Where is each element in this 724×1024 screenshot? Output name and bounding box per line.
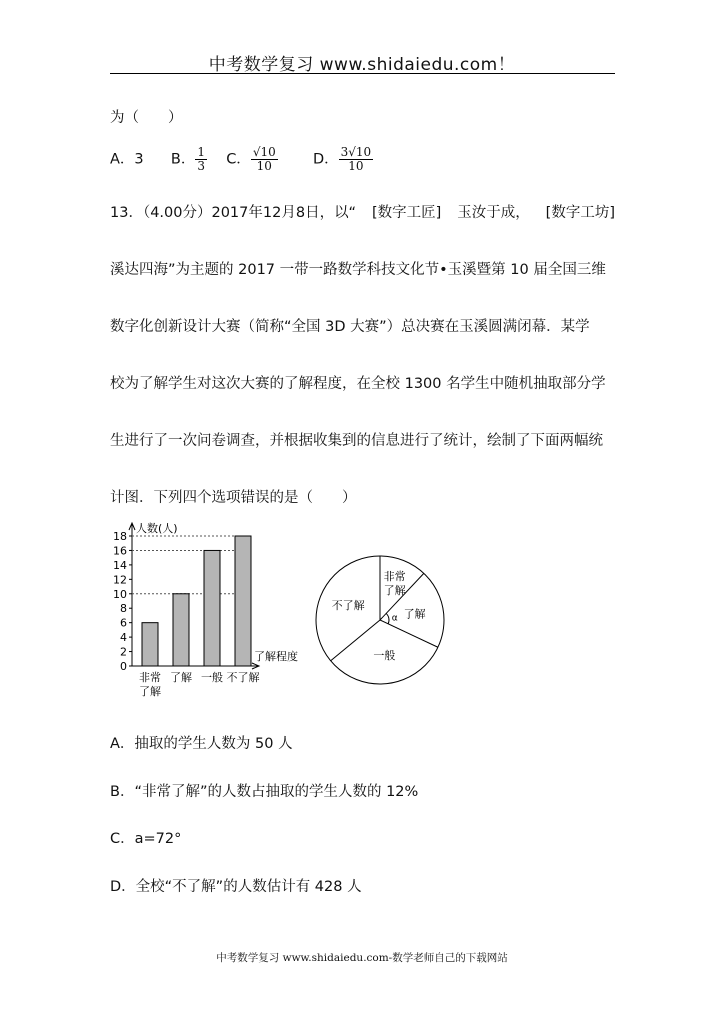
pie-chart <box>310 548 450 698</box>
option-c-label: C． <box>226 151 251 168</box>
option-d-label: D． <box>312 151 339 168</box>
header-rule <box>110 73 615 74</box>
q13-line-6: 计图．下列四个选项错误的是（ ） <box>110 490 357 506</box>
bar <box>204 550 220 666</box>
answer-c: C．a=72° <box>110 831 182 847</box>
x-axis-label: 了解程度 <box>254 650 298 663</box>
q13-line-1-part-2: [数字工匠] <box>372 205 442 221</box>
y-tick-label: 6 <box>120 616 127 630</box>
page-footer: 中考数学复习 www.shidaiedu.com-数学老师自己的下载网站 <box>216 952 508 964</box>
option-c-denominator: 10 <box>256 159 272 173</box>
page-header: 中考数学复习 www.shidaiedu.com！ <box>208 55 516 75</box>
y-tick-label: 18 <box>113 530 127 543</box>
y-tick-label: 14 <box>113 558 127 572</box>
answer-b: B．“非常了解”的人数占抽取的学生人数的 12% <box>110 784 419 800</box>
y-tick-label: 2 <box>120 645 127 659</box>
q12-options <box>110 146 373 173</box>
pie-slice-label: 不了解 <box>331 599 365 613</box>
pie-slice-label: 非常 <box>383 570 406 584</box>
y-tick-label: 4 <box>120 631 127 645</box>
option-b-fraction <box>195 146 207 173</box>
option-b-numerator: 1 <box>197 145 205 159</box>
x-tick-label: 了解 <box>170 671 192 684</box>
option-c-numerator: √10 <box>252 145 276 159</box>
option-d-fraction <box>339 146 374 173</box>
q13-line-4: 校为了解学生对这次大赛的了解程度，在全校 1300 名学生中随机抽取部分学 <box>110 376 606 392</box>
x-tick-label: 非常 <box>139 671 161 684</box>
option-d-denominator: 10 <box>348 159 364 173</box>
y-tick-label: 10 <box>113 587 127 601</box>
bar <box>142 623 158 666</box>
y-tick-label: 16 <box>113 544 127 558</box>
answer-d: D．全校“不了解”的人数估计有 428 人 <box>110 879 362 895</box>
option-d-radical: √10 <box>348 145 372 159</box>
x-tick-label: 不了解 <box>226 671 260 684</box>
q13-line-1-part-1: 13．（4.00分）2017年12月8日，以“ <box>110 205 357 221</box>
q13-line-2: 溪达四海”为主题的 2017 一带一路数学科技文化节•玉溪暨第 10 届全国三维 <box>110 262 606 278</box>
y-tick-label: 0 <box>120 660 127 673</box>
x-tick-label: 了解 <box>139 685 161 698</box>
angle-arc <box>386 613 389 623</box>
x-tick-label: 一般 <box>201 671 223 684</box>
option-c-fraction <box>251 146 278 173</box>
option-a: A．3 <box>110 151 144 168</box>
bar <box>173 594 189 666</box>
answer-a: A．抽取的学生人数为 50 人 <box>110 736 293 752</box>
pie-slice-label: 了解 <box>383 584 406 598</box>
pie-slice-label: 一般 <box>373 648 396 662</box>
q13-line-5: 生进行了一次问卷调查，并根据收集到的信息进行了统计，绘制了下面两幅统 <box>110 433 603 449</box>
angle-label: α <box>391 613 398 624</box>
y-tick-label: 8 <box>120 602 127 616</box>
bar-chart <box>110 518 310 708</box>
q12-stem-tail: 为（ ） <box>110 110 183 126</box>
option-b-label: B． <box>170 151 196 168</box>
pie-slice-boundary <box>380 620 438 647</box>
option-b-denominator: 3 <box>197 159 205 173</box>
q13-line-1 <box>110 201 615 222</box>
y-axis-label: 人数(人) <box>136 522 178 535</box>
q13-line-1-part-3: 玉汝于成， <box>457 205 530 221</box>
option-d-coefficient: 3 <box>340 145 349 159</box>
y-tick-label: 12 <box>113 573 127 587</box>
bar <box>235 536 251 666</box>
q13-line-3: 数字化创新设计大赛（简称“全国 3D 大赛”）总决赛在玉溪圆满闭幕．某学 <box>110 319 590 335</box>
q13-line-1-part-4: [数字工坊] <box>545 205 615 221</box>
pie-slice-label: 了解 <box>403 607 426 621</box>
